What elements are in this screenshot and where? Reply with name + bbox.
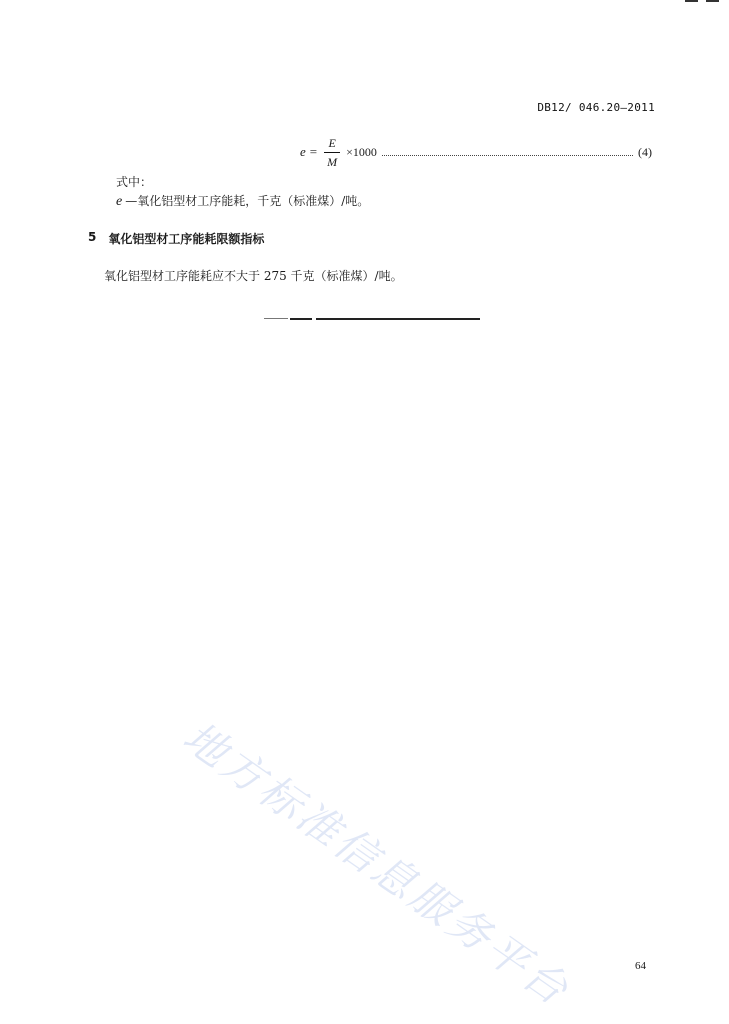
formula-multiplier: ×1000 <box>346 144 377 159</box>
watermark: 地方标准信息服务平台 <box>174 711 580 1016</box>
formula-denominator: M <box>327 154 338 169</box>
page-number: 64 <box>635 960 646 972</box>
end-of-document-rule <box>264 318 480 319</box>
where-label: 式中： <box>116 175 153 189</box>
section-heading <box>88 230 264 247</box>
dot-leader <box>382 155 633 156</box>
formula-lhs: e <box>300 144 306 159</box>
formula-fraction <box>324 136 340 169</box>
section-title: 氧化铝型材工序能耗限额指标 <box>108 232 265 246</box>
formula-equals: = <box>309 144 318 159</box>
corner-crop-mark <box>685 0 719 3</box>
variable-definition <box>116 192 369 210</box>
section-body-text: 氧化铝型材工序能耗应不大于 275 千克（标准煤）/吨。 <box>104 269 403 283</box>
formula-number: (4) <box>638 144 652 159</box>
fraction-bar <box>324 152 340 153</box>
formula-numerator: E <box>328 135 336 150</box>
formula-4 <box>300 132 652 172</box>
definition-symbol: e <box>116 194 123 209</box>
document-code: DB12/ 046.20—2011 <box>537 101 655 114</box>
section-number: 5 <box>88 230 97 244</box>
definition-text: —氧化铝型材工序能耗，千克（标准煤）/吨。 <box>125 194 370 208</box>
